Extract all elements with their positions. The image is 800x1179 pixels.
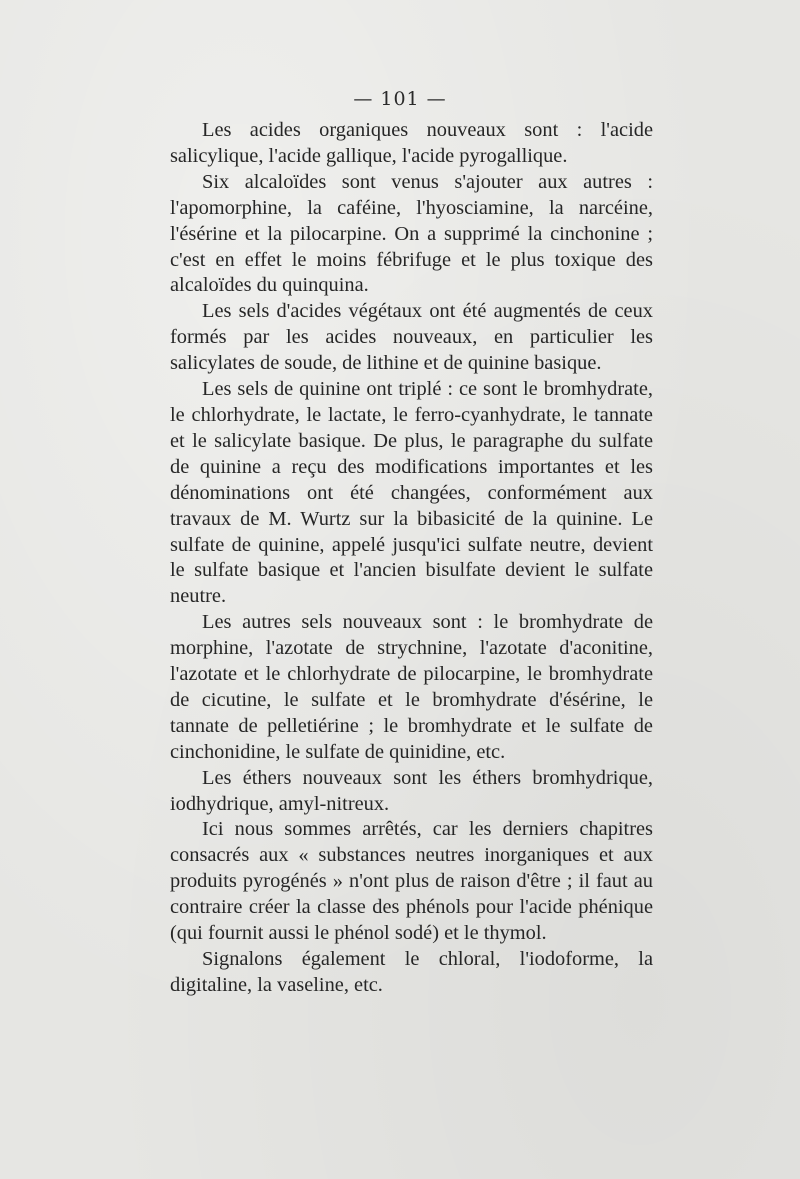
paragraph-also-notable: Signalons également le chloral, l'iodoforme, la digitaline, la vaseline, etc.	[170, 948, 653, 996]
body-text	[170, 118, 653, 999]
paragraph-new-ethers: Les éthers nouveaux sont les éthers bromhydrique, iodhydrique, amyl-nitreux.	[170, 766, 653, 815]
paragraph-alkaloids: Six alcaloïdes sont venus s'ajouter aux autres : l'apomorphine, la caféine, l'hyosciamine, la narcéine, l'ésérine et la pilocarpine. On a supprimé la cinchonine ; c'est en effet le moins fébrifuge et le plus toxique des alcaloïdes du quinquina.	[170, 170, 653, 297]
paragraph-organic-acids: Les acides organiques nouveaux sont : l'acide salicylique, l'acide gallique, l'acide pyrogallique.	[170, 119, 653, 167]
paragraph-phenols: Ici nous sommes arrêtés, car les derniers chapitres consacrés aux « substances neutres inorganiques et aux produits pyrogénés » n'ont plus de raison d'être ; il faut au contraire créer la classe des phénols pour l'acide phénique (qui fournit aussi le phénol sodé) et le thymol.	[170, 818, 653, 945]
page-number: — 101 —	[353, 88, 447, 110]
paragraph-other-new-salts: Les autres sels nouveaux sont : le bromhydrate de morphine, l'azotate de strychnine, l'azotate d'aconitine, l'azotate et le chlorhydrate de pilocarpine, le bromhydrate de cicutine, le sulfate et le bromhydrate d'ésérine, le tannate de pelletiérine ; le bromhydrate et le sulfate de cinchonidine, le sulfate de quinidine, etc.	[170, 611, 653, 763]
paragraph-vegetable-acid-salts: Les sels d'acides végétaux ont été augmentés de ceux formés par les acides nouveaux, en particulier les salicylates de soude, de lithine et de quinine basique.	[170, 300, 653, 375]
paragraph-quinine-salts: Les sels de quinine ont triplé : ce sont le bromhydrate, le chlorhydrate, le lactate, le ferro-cyanhydrate, le tannate et le salicylate basique. De plus, le paragraphe du sulfate de quinine a reçu des modifications importantes et les dénominations ont été changées, conformément aux travaux de M. Wurtz sur la bibasicité de la quinine. Le sulfate de quinine, appelé jusqu'ici sulfate neutre, devient le sulfate basique et l'ancien bisulfate devient le sulfate neutre.	[170, 378, 653, 608]
